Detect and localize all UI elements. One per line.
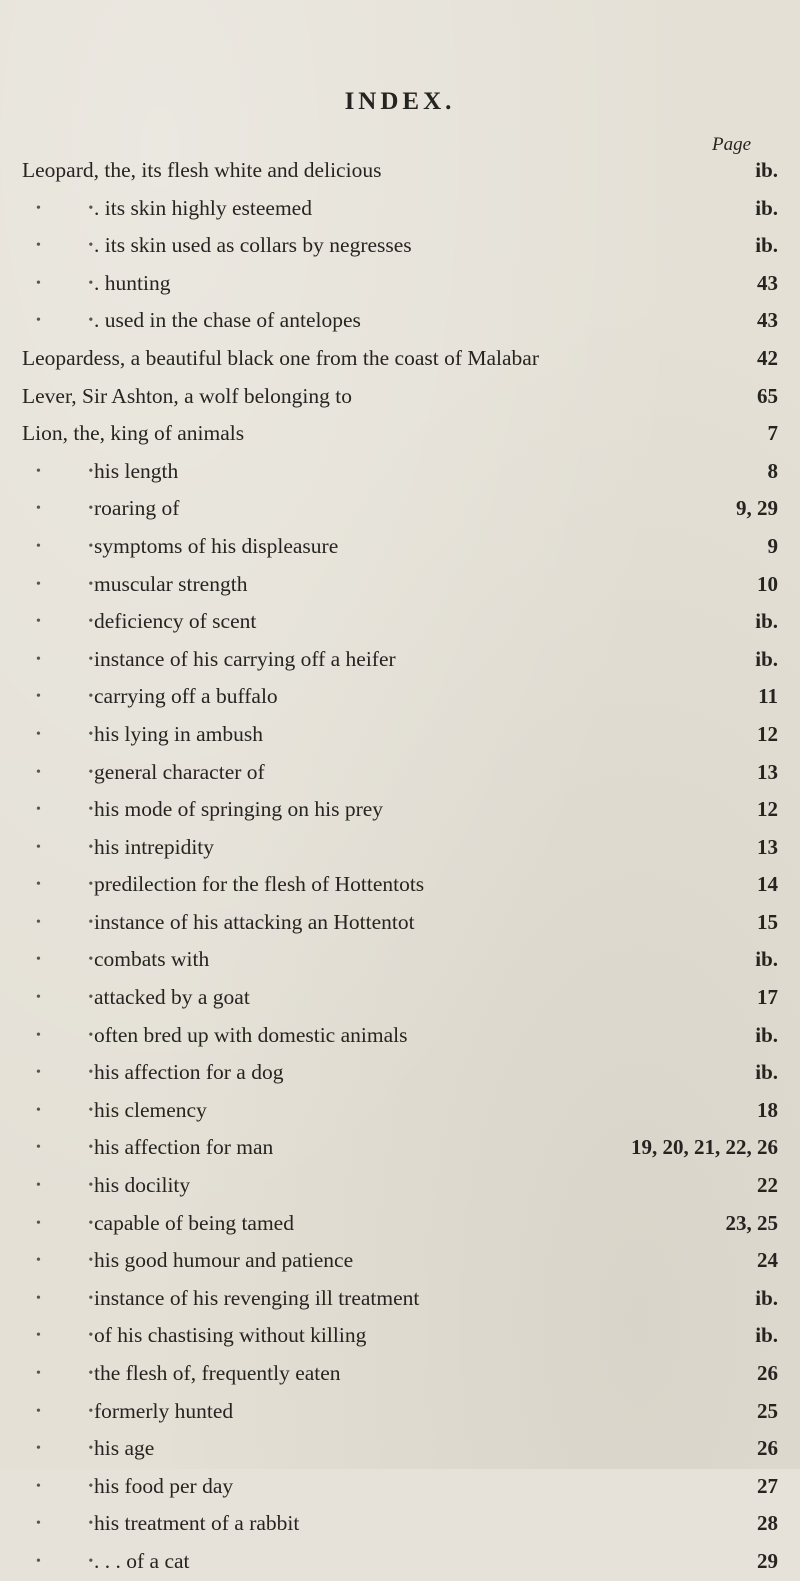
index-entries xyxy=(0,152,800,1581)
ditto-marks: • • xyxy=(36,1027,116,1043)
entry-text: his treatment of a rabbit xyxy=(94,1511,300,1536)
ditto-marks: • • xyxy=(36,1065,116,1081)
entry-page: 14 xyxy=(757,872,778,897)
entry-page: 42 xyxy=(757,345,778,370)
ditto-marks: • • xyxy=(36,1178,116,1194)
page-column-header: Page xyxy=(712,134,752,155)
ditto-marks: • • xyxy=(36,952,116,968)
entry-text: instance of his carrying off a heifer xyxy=(94,646,396,671)
ditto-marks: • • xyxy=(36,726,116,742)
ditto-marks: • • xyxy=(36,614,116,630)
entry-text: formerly hunted xyxy=(94,1398,234,1423)
ditto-marks: • • xyxy=(36,1403,116,1419)
index-entry xyxy=(0,302,800,340)
index-entry xyxy=(0,1505,800,1543)
index-entry xyxy=(0,1468,800,1506)
index-entry xyxy=(0,378,800,416)
index-entry xyxy=(0,453,800,491)
ditto-marks: • • xyxy=(36,238,116,254)
entry-page: ib. xyxy=(755,1323,778,1348)
ditto-marks: • • xyxy=(36,1478,116,1494)
entry-page: ib. xyxy=(755,233,778,258)
entry-text: . its skin used as collars by negresses xyxy=(94,233,412,258)
index-entry xyxy=(0,904,800,942)
ditto-marks: • • xyxy=(36,313,116,329)
index-entry xyxy=(0,415,800,453)
entry-page: 15 xyxy=(757,909,778,934)
entry-text: . used in the chase of antelopes xyxy=(94,308,361,333)
entry-page: 7 xyxy=(767,421,778,446)
index-entry xyxy=(0,1205,800,1243)
index-entry xyxy=(0,641,800,679)
entry-page: ib. xyxy=(755,1022,778,1047)
ditto-marks: • • xyxy=(36,990,116,1006)
entry-page: 11 xyxy=(758,684,778,709)
entry-page: ib. xyxy=(755,947,778,972)
entry-text: Leopard, the, its flesh white and delicious xyxy=(22,158,382,182)
index-entry xyxy=(0,566,800,604)
index-entry xyxy=(0,490,800,528)
index-entry xyxy=(0,152,800,190)
index-entry xyxy=(0,678,800,716)
entry-page: ib. xyxy=(755,158,778,182)
entry-text: his mode of springing on his prey xyxy=(94,797,384,822)
entry-page: 24 xyxy=(757,1248,778,1273)
index-entry xyxy=(0,1280,800,1318)
index-entry xyxy=(0,603,800,641)
ditto-marks: • • xyxy=(36,1102,116,1118)
entry-page: 26 xyxy=(757,1361,778,1385)
entry-page: 23, 25 xyxy=(725,1210,778,1235)
entry-text: attacked by a goat xyxy=(94,985,250,1010)
entry-text: instance of his revenging ill treatment xyxy=(94,1285,420,1310)
ditto-marks: • • xyxy=(36,1290,116,1306)
index-entry xyxy=(0,1317,800,1355)
ditto-marks: • • xyxy=(36,463,116,479)
entry-text: predilection for the flesh of Hottentots xyxy=(94,872,425,897)
entry-page: 9 xyxy=(767,533,778,558)
page-title: INDEX. xyxy=(344,88,456,115)
entry-page: 17 xyxy=(757,985,778,1010)
index-entry xyxy=(0,1543,800,1581)
entry-text: his good humour and patience xyxy=(94,1248,354,1273)
entry-text: his lying in ambush xyxy=(94,721,264,746)
ditto-marks: • • xyxy=(36,651,116,667)
ditto-marks: • • xyxy=(36,689,116,705)
index-entry xyxy=(0,716,800,754)
index-entry xyxy=(0,866,800,904)
entry-page: 12 xyxy=(757,721,778,746)
entry-page: 43 xyxy=(757,308,778,333)
entry-text: his docility xyxy=(94,1173,191,1198)
entry-page: 9, 29 xyxy=(736,496,778,521)
index-entry xyxy=(0,1393,800,1431)
entry-text: symptoms of his displeasure xyxy=(94,533,339,558)
entry-text: . its skin highly esteemed xyxy=(94,195,312,220)
ditto-marks: • • xyxy=(36,1366,116,1381)
entry-text: his intrepidity xyxy=(94,834,215,859)
entry-page: 13 xyxy=(757,759,778,784)
entry-text: instance of his attacking an Hottentot xyxy=(94,909,415,934)
ditto-marks: • • xyxy=(36,1441,116,1457)
index-entry xyxy=(0,754,800,792)
entry-page: ib. xyxy=(755,646,778,671)
entry-text: his age xyxy=(94,1436,155,1461)
entry-page: 22 xyxy=(757,1173,778,1198)
ditto-marks: • • xyxy=(36,839,116,855)
entry-page: 26 xyxy=(757,1436,778,1461)
entry-text: Lion, the, king of animals xyxy=(22,421,245,446)
ditto-marks: • • xyxy=(36,802,116,818)
entry-text: . . . of a cat xyxy=(94,1548,190,1573)
entry-page: ib. xyxy=(755,1285,778,1310)
entry-text: carrying off a buffalo xyxy=(94,684,278,709)
ditto-marks: • • xyxy=(36,1328,116,1344)
entry-text: often bred up with domestic animals xyxy=(94,1022,408,1047)
index-entry xyxy=(0,190,800,228)
entry-text: Lever, Sir Ashton, a wolf belonging to xyxy=(22,383,352,408)
entry-text: of his chastising without killing xyxy=(94,1323,367,1348)
ditto-marks: • • xyxy=(36,538,116,554)
entry-text: capable of being tamed xyxy=(94,1210,294,1235)
index-entry xyxy=(0,340,800,378)
entry-text: Leopardess, a beautiful black one from the coast of Malabar xyxy=(22,345,539,370)
entry-page: 12 xyxy=(757,797,778,822)
entry-text: . hunting xyxy=(94,270,171,295)
entry-page: 27 xyxy=(757,1473,778,1498)
entry-page: ib. xyxy=(755,609,778,634)
entry-page: 13 xyxy=(757,834,778,859)
index-entry xyxy=(0,265,800,303)
index-entry xyxy=(0,227,800,265)
entry-page: ib. xyxy=(755,1060,778,1085)
ditto-marks: • • xyxy=(36,576,116,592)
entry-text: his food per day xyxy=(94,1473,234,1498)
ditto-marks: • • xyxy=(36,1516,116,1532)
index-entry xyxy=(0,1129,800,1167)
entry-page: 18 xyxy=(757,1097,778,1122)
entry-text: his length xyxy=(94,458,179,483)
index-entry xyxy=(0,941,800,979)
entry-page: 8 xyxy=(767,458,778,483)
entry-page: 25 xyxy=(757,1398,778,1423)
entry-page: 10 xyxy=(757,571,778,596)
index-entry xyxy=(0,979,800,1017)
ditto-marks: • • xyxy=(36,501,116,517)
ditto-marks: • • xyxy=(36,1215,116,1231)
ditto-marks: • • xyxy=(36,200,116,216)
entry-page: 65 xyxy=(757,383,778,408)
index-entry xyxy=(0,1242,800,1280)
index-entry xyxy=(0,1167,800,1205)
index-entry xyxy=(0,528,800,566)
entry-text: general character of xyxy=(94,759,265,784)
ditto-marks: • • xyxy=(36,914,116,930)
entry-text: his affection for man xyxy=(94,1135,274,1160)
ditto-marks: • • xyxy=(36,275,116,291)
index-entry xyxy=(0,1054,800,1092)
index-entry xyxy=(0,791,800,829)
index-entry xyxy=(0,1092,800,1130)
ditto-marks: • • xyxy=(36,1553,116,1569)
ditto-marks: • • xyxy=(36,764,116,780)
entry-page: 29 xyxy=(757,1548,778,1573)
entry-text: his clemency xyxy=(94,1097,207,1122)
index-entry xyxy=(0,1430,800,1468)
index-entry xyxy=(0,829,800,867)
entry-text: combats with xyxy=(94,947,210,972)
entry-page: 28 xyxy=(757,1511,778,1536)
entry-text: muscular strength xyxy=(94,571,248,596)
entry-text: roaring of xyxy=(94,496,180,521)
entry-page: 43 xyxy=(757,270,778,295)
ditto-marks: • • xyxy=(36,1253,116,1269)
entry-text: the flesh of, frequently eaten xyxy=(94,1361,341,1385)
index-entry xyxy=(0,1017,800,1055)
ditto-marks: • • xyxy=(36,877,116,893)
entry-text: his affection for a dog xyxy=(94,1060,284,1085)
entry-text: deficiency of scent xyxy=(94,609,257,634)
entry-page: ib. xyxy=(755,195,778,220)
ditto-marks: • • xyxy=(36,1140,116,1156)
entry-page: 19, 20, 21, 22, 26 xyxy=(631,1135,778,1160)
index-entry xyxy=(0,1355,800,1393)
